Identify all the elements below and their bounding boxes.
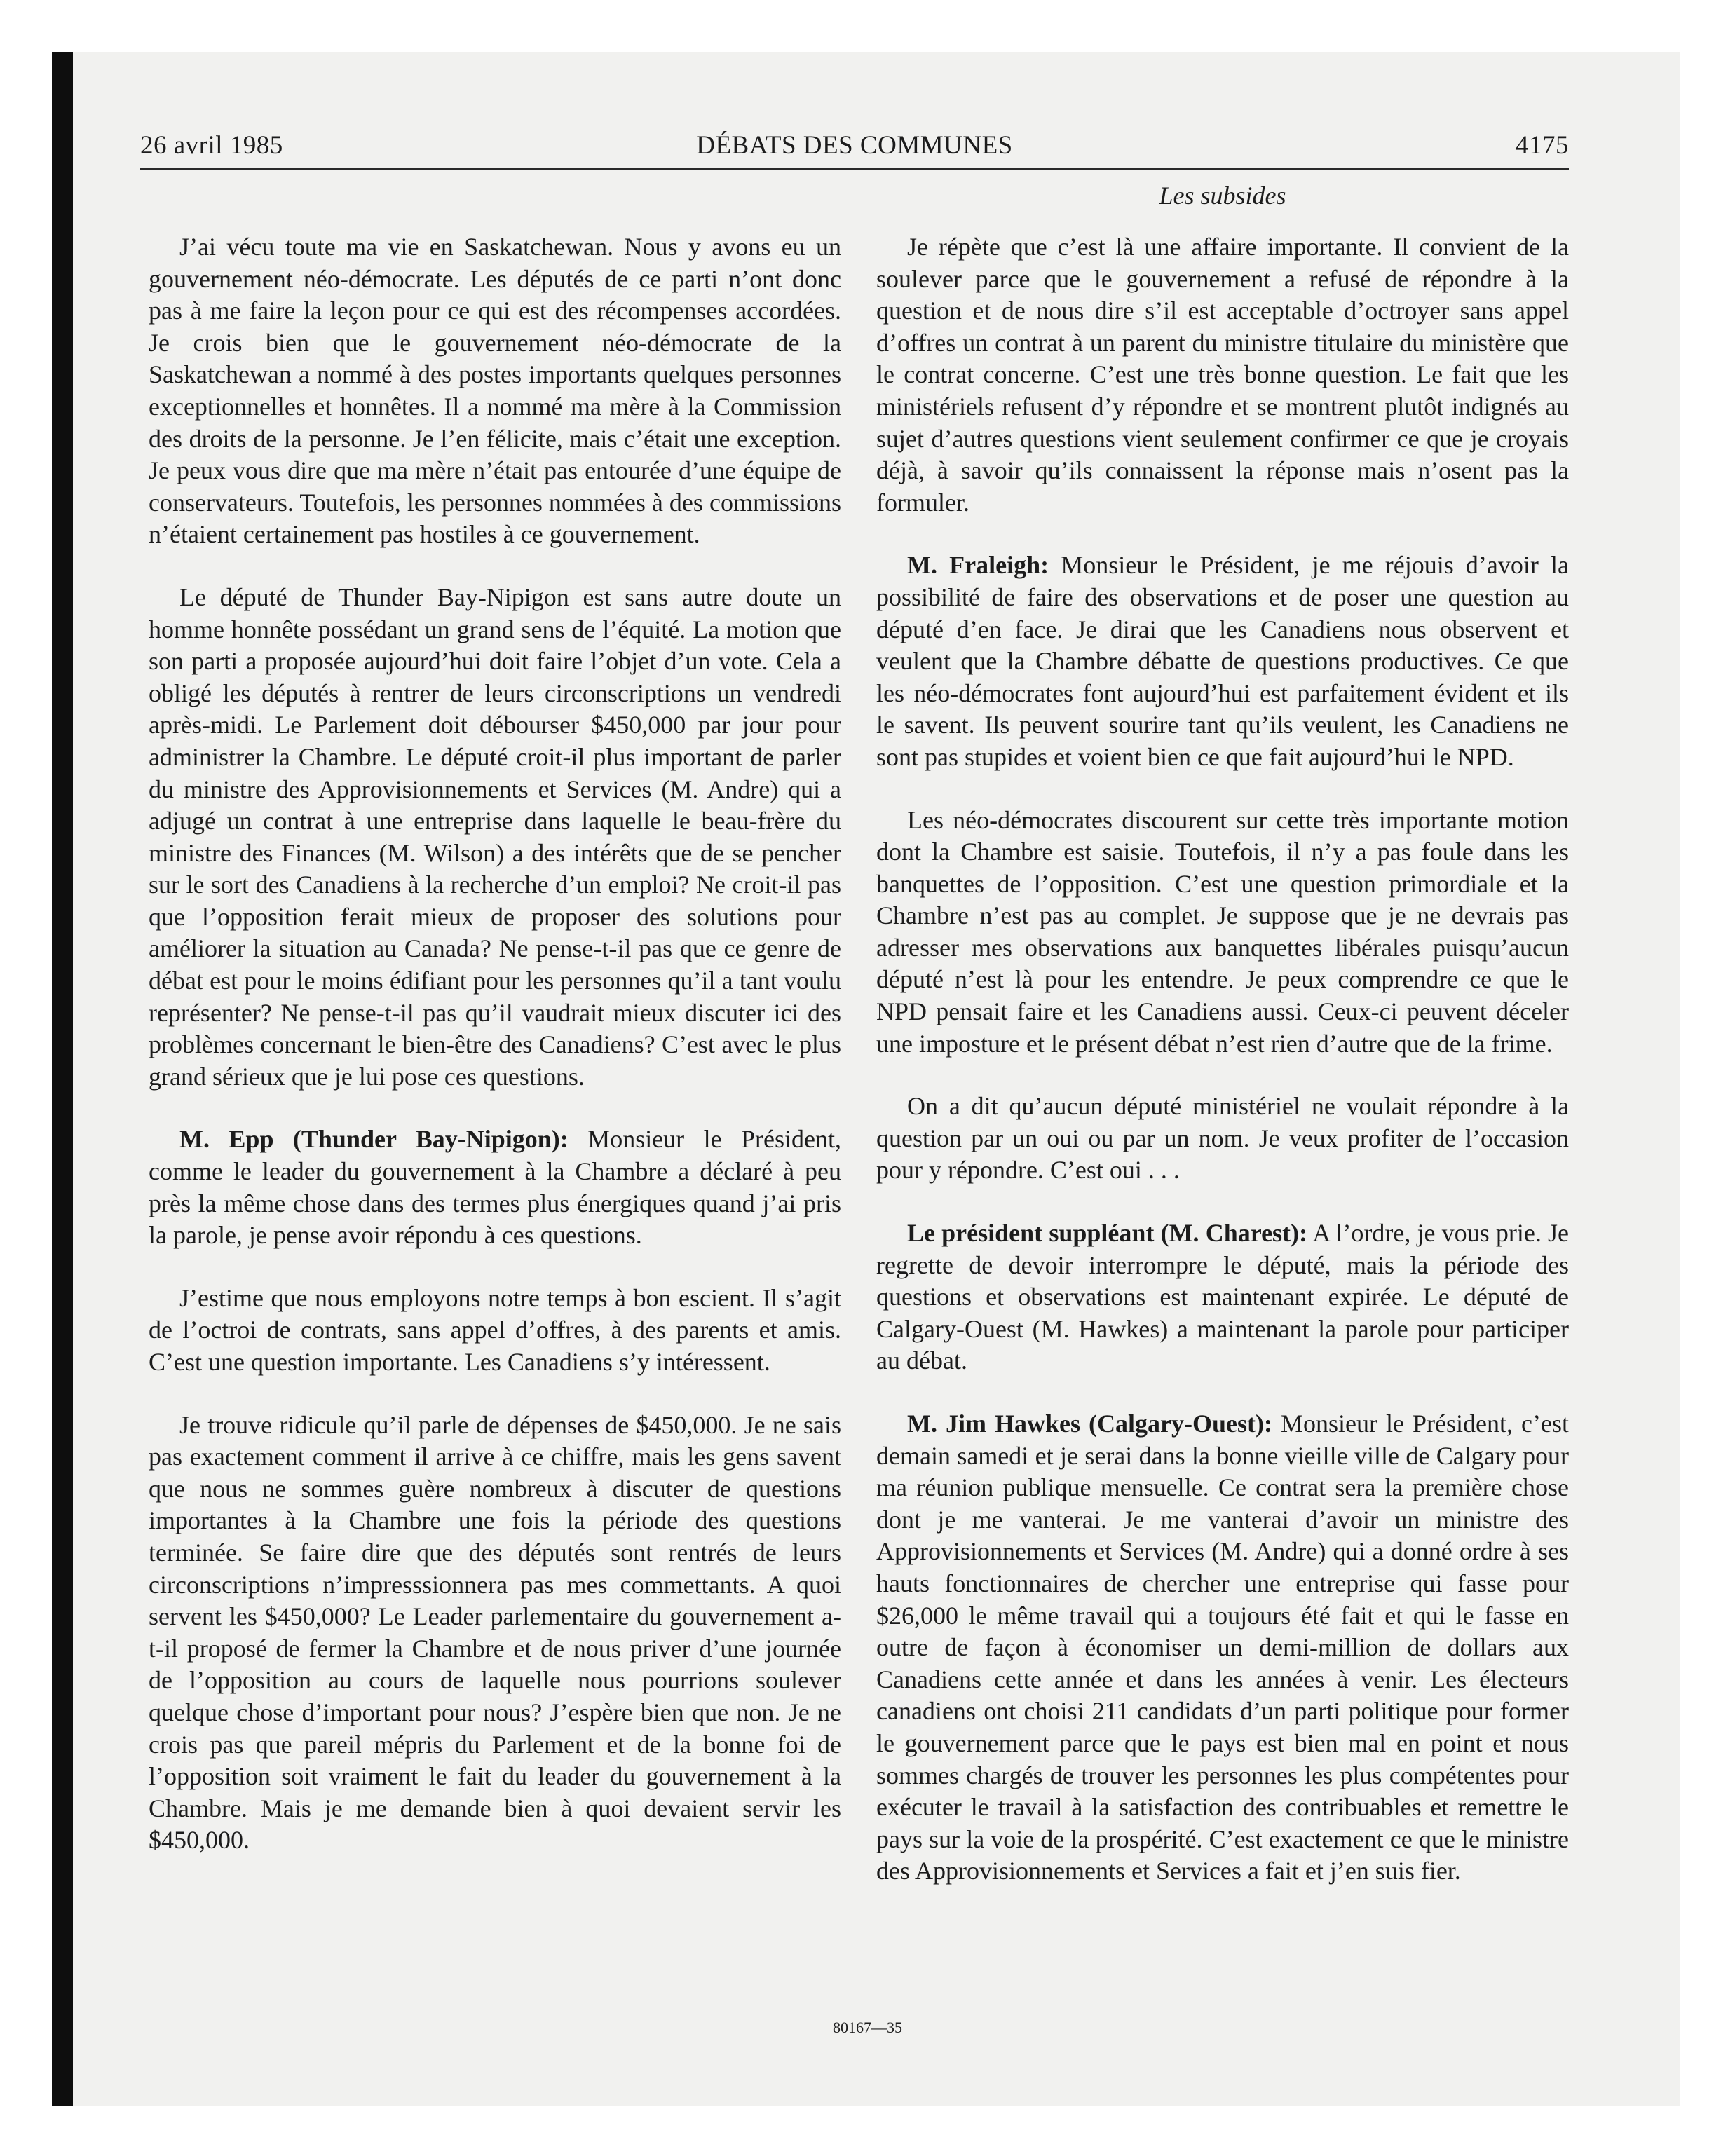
header-page-number: 4175 bbox=[1516, 131, 1569, 160]
paragraph-text: Monsieur le Président, comme le leader du gouvernement à la Chambre a déclaré à peu près la même chose dans des termes plus énergiques quand j’ai pris la parole, je pense avoir répondu à ces questions. bbox=[149, 1125, 841, 1250]
paragraph-text: Le député de Thunder Bay-Nipigon est sans autre doute un homme honnête possédant un grand sens de l’équité. La motion que son parti a proposée aujourd’hui doit faire l’objet d’un vote. Cela a obligé les députés à rentrer de leurs circonscriptions un vendredi après-midi. Le Parlement doit débourser $450,000 par jour pour administrer la Chambre. Le député croit-il plus important de parler du ministre des Approvisionnements et Services (M. Andre) qui a adjugé un contrat à une entreprise dans laquelle le beau-frère du ministre des Finances (M. Wilson) a des intérêts que de se pencher sur le sort des Canadiens à la recherche d’un emploi? Ne croit-il pas que l’opposition ferait mieux de proposer des solutions pour améliorer la situation au Canada? Ne pense-t-il pas que ce genre de débat est pour le moins édifiant pour les personnes qu’il a tant voulu représenter? Ne pense-t-il pas qu’il vaudrait mieux discuter ici des problèmes concernant le bien-être des Canadiens? C’est avec le plus grand sérieux que je lui pose ces questions. bbox=[149, 582, 841, 1091]
paragraph-text: On a dit qu’aucun député ministériel ne voulait répondre à la question par un oui ou par un nom. Je veux profiter de l’occasion pour y répondre. C’est oui . . . bbox=[876, 1092, 1569, 1185]
header-date: 26 avril 1985 bbox=[140, 131, 283, 160]
left-column bbox=[149, 231, 841, 1888]
paragraph bbox=[876, 231, 1569, 519]
paragraph bbox=[876, 550, 1569, 773]
right-column bbox=[876, 231, 1569, 1918]
paragraph bbox=[876, 805, 1569, 1060]
paragraph-text: J’estime que nous employons notre temps à bon escient. Il s’agit de l’octroi de contrats, sans appel d’offres, à des parents et amis. C’est une question importante. Les Canadiens s’y intéressent. bbox=[149, 1283, 841, 1376]
speaker-name: M. Jim Hawkes (Calgary-Ouest): bbox=[907, 1410, 1272, 1438]
paragraph-text: Monsieur le Président, je me réjouis d’avoir la possibilité de faire des observations et de poser une question au député d’en face. Je dirai que les Canadiens nous observent et veulent que la Chambre débatte de questions productives. Ce que les néo-démocrates font aujourd’hui est parfaitement évident et ils le savent. Ils peuvent sourire tant qu’ils veulent, les Canadiens ne sont pas stupides et voient bien ce que fait aujourd’hui le NPD. bbox=[876, 551, 1569, 771]
paragraph bbox=[876, 1408, 1569, 1888]
paragraph-text: A l’ordre, je vous prie. Je regrette de devoir interrompre le député, mais la période des questions et observations est maintenant expirée. Le député de Calgary-Ouest (M. Hawkes) a maintenant la parole pour participer au débat. bbox=[876, 1219, 1569, 1375]
paragraph bbox=[149, 1283, 841, 1379]
paragraph bbox=[149, 231, 841, 551]
header-rule bbox=[140, 168, 1569, 170]
paragraph bbox=[876, 1217, 1569, 1377]
paragraph bbox=[149, 1410, 841, 1857]
paragraph-text: J’ai vécu toute ma vie en Saskatchewan. Nous y avons eu un gouvernement néo-démocrate. Les députés de ce parti n’ont donc pas à me faire la leçon pour ce qui est des récompenses accordées. Je crois bien que le gouvernement néo-démocrate de la Saskatchewan a nommé à des postes importants quelques personnes exceptionnelles et honnêtes. Il a nommé ma mère à la Commission des droits de la personne. Je l’en félicite, mais c’était une exception. Je peux vous dire que ma mère n’était pas entourée d’une équipe de conservateurs. Toutefois, les personnes nommées à des commissions n’étaient certainement pas hostiles à ce gouvernement. bbox=[149, 233, 841, 549]
paragraph bbox=[149, 1124, 841, 1251]
speaker-name: Le président suppléant (M. Charest): bbox=[907, 1219, 1308, 1248]
paragraph-text: Je répète que c’est là une affaire importante. Il convient de la soulever parce que le gouvernement a refusé de répondre à la question et de nous dire s’il est acceptable d’octroyer sans appel d’offres un contrat à un parent du ministre titulaire du ministère que le contrat concerne. C’est une très bonne question. Le fait que les ministériels refusent d’y répondre et se montrent plutôt indignés au sujet d’autres questions vient seulement confirmer ce que je croyais déjà, à savoir qu’ils connaissent la réponse mais n’osent pas la formuler. bbox=[876, 233, 1569, 517]
paragraph bbox=[876, 1091, 1569, 1187]
paragraph-text: Je trouve ridicule qu’il parle de dépenses de $450,000. Je ne sais pas exactement comment il arrive à ce chiffre, mais les gens savent que nous ne sommes guère nombreux à discuter de questions importantes à la Chambre une fois la période des questions terminée. Se faire dire que des députés sont rentrés de leurs circonscriptions n’impresssionnera pas mes commettants. A quoi servent les $450,000? Le Leader parlementaire du gouvernement a-t-il proposé de fermer la Chambre et de nous priver d’une journée de l’opposition au cours de laquelle nous pourrions soulever quelque chose d’important pour nous? J’espère bien que non. Je ne crois pas que pareil mépris du Parlement et de la bonne foi de l’opposition soit vraiment le fait du leader du gouvernement à la Chambre. Mais je me demande bien à quoi devaient servir les $450,000. bbox=[149, 1410, 841, 1855]
speaker-name: M. Epp (Thunder Bay-Nipigon): bbox=[179, 1125, 569, 1154]
speaker-name: M. Fraleigh: bbox=[907, 551, 1049, 580]
paragraph bbox=[149, 582, 841, 1093]
running-header bbox=[140, 130, 1569, 172]
header-title: DÉBATS DES COMMUNES bbox=[696, 131, 1013, 160]
paragraph-text: Monsieur le Président, c’est demain samedi et je serai dans la bonne vieille ville de Calgary pour ma réunion publique mensuelle. Ce contrat sera la première chose dont je me vanterai. Je me vanterai d’avoir un ministre des Approvisionnements et Services (M. Andre) qui a donné ordre à ses hauts fonctionnaires de chercher une entreprise qui fasse pour $26,000 le même travail qui a toujours été fait et qui le fasse en outre de façon à économiser un demi-million de dollars aux Canadiens cette année et dans les années à venir. Les électeurs canadiens ont choisi 211 candidats d’un parti politique pour former le gouvernement parce que le pays est bien mal en point et nous sommes chargés de trouver les personnes les plus compétentes pour exécuter le travail à la satisfaction des contribuables et remettre le pays sur la voie de la prospérité. C’est exactement ce que le ministre des Approvisionnements et Services a fait et j’en suis fier. bbox=[876, 1410, 1569, 1885]
scan-edge-shadow bbox=[52, 52, 73, 2106]
paragraph-text: Les néo-démocrates discourent sur cette très importante motion dont la Chambre est saisie. Toutefois, il n’y a pas foule dans les banquettes de l’opposition. C’est une question primordiale et la Chambre n’est pas au complet. Je suppose que je ne devrais pas adresser mes observations aux banquettes libérales puisqu’aucun député n’est là pour les entendre. Je peux comprendre ce que le NPD pensait faire et les Canadiens aussi. Ceux-ci peuvent déceler une imposture et le présent débat n’est rien d’autre que de la frime. bbox=[876, 805, 1569, 1058]
section-heading: Les subsides bbox=[1159, 182, 1286, 210]
footer-code: 80167—35 bbox=[833, 2019, 902, 2036]
